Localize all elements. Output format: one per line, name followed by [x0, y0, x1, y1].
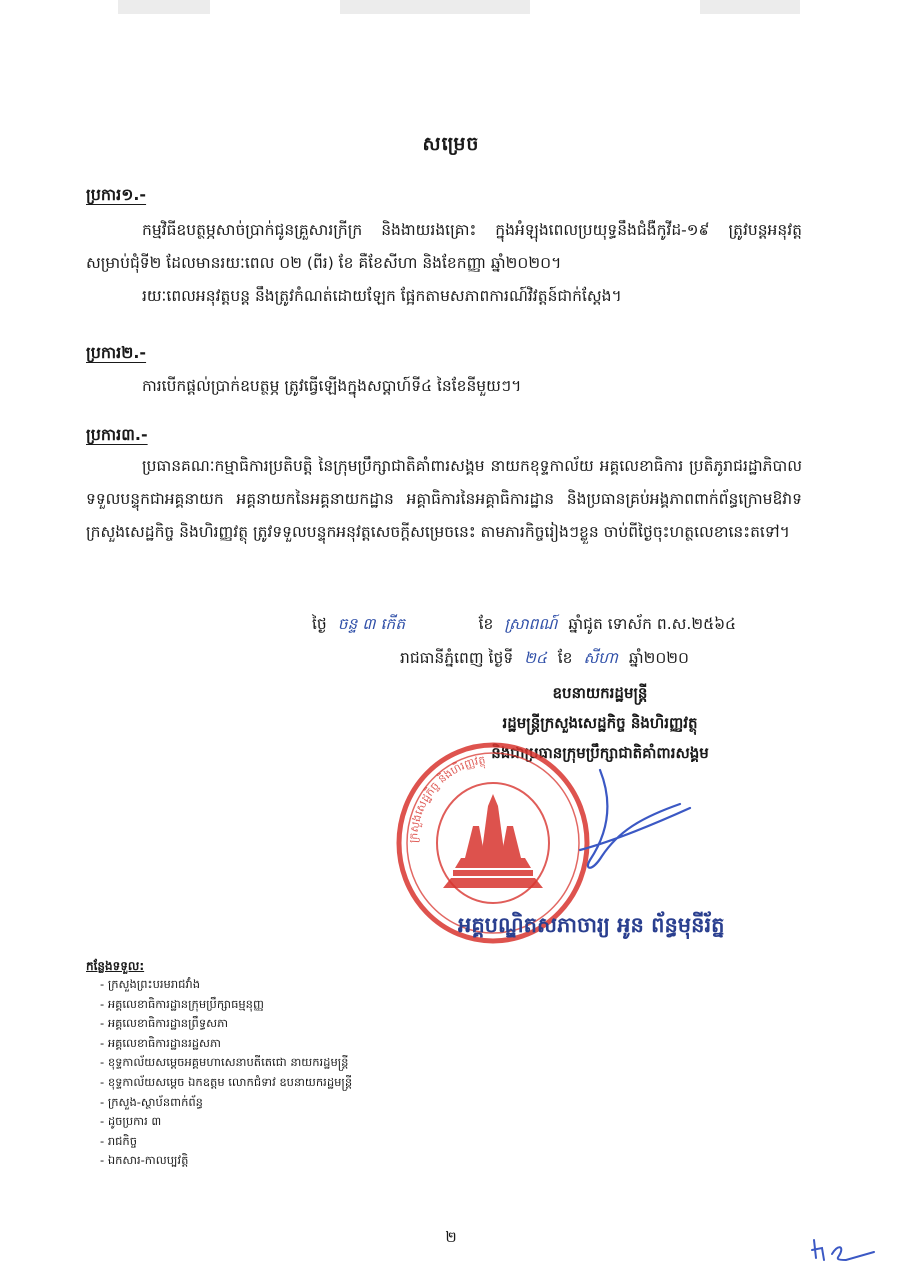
article-2-paragraph-1: ការបើកផ្តល់ប្រាក់ឧបត្ថម្ភ ត្រូវធ្វើឡើងក្នុងសប្តាហ៍ទី៤ នៃខែនីមួយៗ។ [142, 377, 522, 395]
list-item: - ដូចប្រការ ៣ [100, 1112, 352, 1132]
date-lunar-month-prefix: ខែ [478, 615, 494, 633]
recipients-list [100, 975, 352, 1171]
page-number: ២ [445, 1228, 457, 1246]
scan-artifact [118, 0, 210, 14]
document-title: សម្រេច [422, 133, 480, 155]
list-item: - អគ្គលេខាធិការដ្ឋានក្រុមប្រឹក្សាធម្មនុញ្ញ [100, 995, 352, 1015]
article-1-paragraph-2: រយៈពេលអនុវត្តបន្ត នឹងត្រូវកំណត់ដោយឡែក ផ្អែកតាមសភាពការណ៍វិវត្តន៍ជាក់ស្តែង។ [142, 287, 622, 305]
date-solar-month-handwritten: សីហា [583, 649, 618, 667]
signatory-title-2: រដ្ឋមន្ត្រីក្រសួងសេដ្ឋកិច្ច និងហិរញ្ញវត្ថុ [502, 714, 698, 732]
date-solar [400, 648, 689, 671]
list-item: - ក្រសួង-ស្ថាប័នពាក់ព័ន្ធ [100, 1093, 352, 1113]
article-3-heading: ប្រការ៣.- [86, 425, 148, 444]
recipients-heading: កន្លែងទទួល: [86, 959, 145, 973]
date-lunar-day-handwritten: ចន្ទ ៣ កើត [337, 615, 406, 633]
handwritten-initials-icon [808, 1232, 878, 1266]
date-lunar-prefix: ថ្ងៃ [312, 615, 327, 633]
article-3-paragraph-1: ប្រធានគណៈកម្មាធិការប្រតិបត្តិ នៃក្រុមប្រឹក្សាជាតិគាំពារសង្គម នាយកខុទ្ទកាល័យ អគ្គលេខាធិការ ប្រតិភូរាជរដ្ឋាភិបាលទទួលបន្ទុកជាអគ្គនាយក អគ្គនាយកនៃអគ្គនាយកដ្ឋាន អគ្គាធិការនៃអគ្គាធិការដ្ឋាន និងប្រធានគ្រប់អង្គភាពពាក់ព័ន្ធក្រោមឱវាទក្រសួងសេដ្ឋកិច្ច និងហិរញ្ញវត្ថុ ត្រូវទទួលបន្ទុកអនុវត្តសេចក្តីសម្រេចនេះ តាមភារកិច្ចរៀងៗខ្លួន ចាប់ពីថ្ងៃចុះហត្ថលេខានេះតទៅ។ [86, 457, 802, 541]
signatory-title-1: ឧបនាយករដ្ឋមន្ត្រី [552, 684, 648, 702]
list-item: - ខុទ្ទកាល័យសម្តេច ឯកឧត្តម លោកជំទាវ ឧបនាយករដ្ឋមន្ត្រី [100, 1073, 352, 1093]
list-item: - អគ្គលេខាធិការដ្ឋានរដ្ឋសភា [100, 1034, 352, 1054]
list-item: - រាជកិច្ច [100, 1132, 352, 1152]
article-1-heading: ប្រការ១.- [86, 185, 147, 204]
list-item: - ខុទ្ទកាល័យសម្តេចអគ្គមហាសេនាបតីតេជោ នាយករដ្ឋមន្ត្រី [100, 1053, 352, 1073]
date-lunar-month-handwritten: ស្រាពណ៍ [504, 615, 558, 633]
list-item: - ឯកសារ-កាលប្បវត្តិ [100, 1151, 352, 1171]
date-solar-prefix: រាជធានីភ្នំពេញ ថ្ងៃទី [400, 649, 514, 667]
date-lunar [312, 614, 736, 637]
date-solar-day-handwritten: ២៤ [524, 649, 547, 667]
date-solar-month-prefix: ខែ [557, 649, 573, 667]
date-solar-suffix: ឆ្នាំ២០២០ [628, 649, 689, 667]
scan-artifact [340, 0, 530, 14]
scan-artifact [700, 0, 800, 14]
signature-icon [540, 760, 700, 890]
svg-text:ក្រសួងសេដ្ឋកិច្ច និងហិរញ្ញវត្ថ: ក្រសួងសេដ្ឋកិច្ច និងហិរញ្ញវត្ថុ [406, 753, 487, 844]
article-1-paragraph-1: កម្មវិធីឧបត្ថម្ភសាច់ប្រាក់ជូនគ្រួសារក្រីក្រ និងងាយរងគ្រោះ ក្នុងអំឡុងពេលប្រយុទ្ធនឹងជំងឺកូវីដ-១៩ ត្រូវបន្តអនុវត្តសម្រាប់ជុំទី២ ដែលមានរយៈពេល ០២ (ពីរ) ខែ គឺខែសីហា និងខែកញ្ញា ឆ្នាំ២០២០។ [86, 221, 802, 272]
article-2-heading: ប្រការ២.- [86, 343, 147, 362]
signatory-title-3: និងជាប្រធានក្រុមប្រឹក្សាជាតិគាំពារសង្គម [491, 744, 709, 762]
signer-name: អគ្គបណ្ឌិតសភាចារ្យ អូន ព័ន្ធមុនីរ័ត្ន [458, 913, 725, 937]
list-item: - ក្រសួងព្រះបរមរាជវាំង [100, 975, 352, 995]
list-item: - អគ្គលេខាធិការដ្ឋានព្រឹទ្ធសភា [100, 1014, 352, 1034]
date-lunar-suffix: ឆ្នាំជូត ទោស័ក ព.ស.២៥៦៤ [568, 615, 737, 633]
